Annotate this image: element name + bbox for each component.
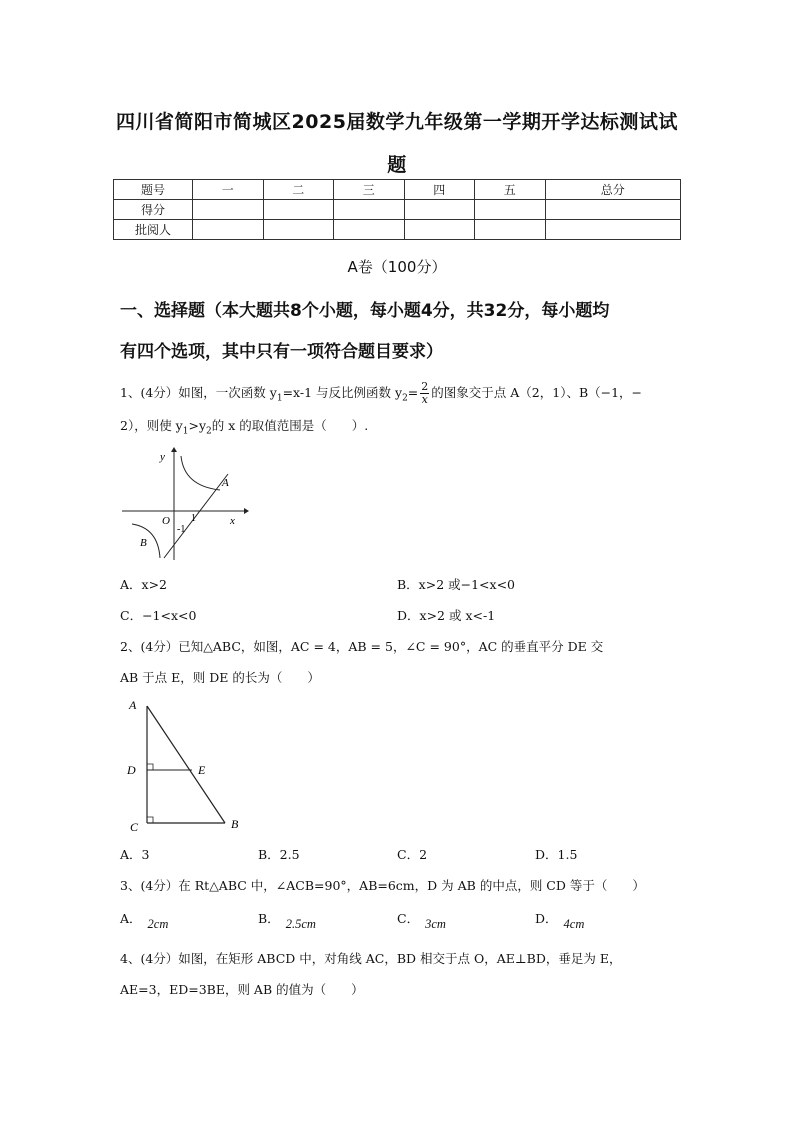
score-cell[interactable] — [334, 200, 405, 220]
section-heading-line1: 一、选择题（本大题共8个小题，每小题4分，共32分，每小题均 — [120, 301, 610, 321]
question-3-line1: 3、(4分）在 Rt△ABC 中，∠ACB=90°，AB=6cm，D 为 AB 的中点，则 CD 等于（ ） — [120, 878, 645, 893]
section-heading-line2: 有四个选项，其中只有一项符合题目要求） — [120, 342, 443, 362]
grader-cell[interactable] — [545, 220, 681, 240]
question-4-line1: 4、(4分）如图，在矩形 ABCD 中，对角线 AC，BD 相交于点 O，AE⊥BD，垂足为 E， — [120, 951, 622, 966]
y-axis-label: y — [160, 451, 165, 463]
score-table-header-cell: 一 — [193, 180, 264, 200]
score-table-header-cell: 五 — [475, 180, 546, 200]
right-angle-mark-c — [147, 817, 153, 823]
score-table-header-cell: 题号 — [114, 180, 193, 200]
tick-label-neg-one: -1 — [177, 524, 186, 535]
question-1-graph-figure — [118, 446, 250, 562]
score-table-header-row — [114, 180, 681, 200]
score-table-row — [114, 220, 681, 240]
q1-option-a[interactable]: A．x>2 — [120, 577, 168, 592]
grader-cell[interactable] — [404, 220, 475, 240]
q2-option-c[interactable]: C．2 — [397, 847, 428, 862]
q2-option-a[interactable]: A．3 — [120, 847, 150, 862]
question-1-line2: 2），则使 $y_1>y_2$的 x 的取值范围是（ ）. — [120, 418, 369, 437]
x-axis-label: x — [230, 515, 235, 527]
hyperbola-branch-upper — [181, 456, 220, 490]
grader-cell[interactable] — [193, 220, 264, 240]
q1-option-b[interactable]: B．x>2 或−1<x<0 — [397, 577, 516, 592]
fraction-2-over-x: $\frac{2}{x}$ — [421, 380, 429, 406]
question-2-line1: 2、(4分）已知△ABC，如图，AC = 4，AB = 5，∠C = 90°，AC 的垂直平分 DE 交 — [120, 639, 604, 654]
exam-title-line1: 四川省简阳市简城区2025届数学九年级第一学期开学达标测试试 — [116, 111, 678, 133]
point-e-label: E — [198, 763, 206, 777]
q1-option-c[interactable]: C．−1<x<0 — [120, 608, 197, 623]
vertex-a-label: A — [129, 698, 137, 712]
question-1-line1: 1、(4分）如图，一次函数 $y_1=x-1$ 与反比例函数 $y_2=$ $\frac{2}{x}$ 的图象交于点 A（2，1）、B（−1，− — [120, 380, 643, 406]
grader-cell[interactable] — [334, 220, 405, 240]
score-table-header-cell: 三 — [334, 180, 405, 200]
vertex-c-label: C — [130, 820, 139, 834]
score-row-label: 批阅人 — [114, 220, 193, 240]
score-row-label: 得分 — [114, 200, 193, 220]
score-table — [113, 179, 681, 240]
side-ab — [147, 706, 225, 823]
score-cell[interactable] — [545, 200, 681, 220]
score-cell[interactable] — [263, 200, 334, 220]
score-cell[interactable] — [475, 200, 546, 220]
score-cell[interactable] — [404, 200, 475, 220]
q3-option-b[interactable]: B． 2.5cm — [258, 911, 316, 931]
score-table-header-cell: 二 — [263, 180, 334, 200]
right-angle-mark-d — [147, 764, 153, 770]
grader-cell[interactable] — [263, 220, 334, 240]
point-a-label: A — [222, 477, 229, 489]
question-4-line2: AE=3，ED=3BE，则 AB 的值为（ ） — [120, 982, 364, 997]
score-table-header-cell: 总分 — [545, 180, 681, 200]
grader-cell[interactable] — [475, 220, 546, 240]
q2-option-d[interactable]: D．1.5 — [535, 847, 578, 862]
point-b-label: B — [140, 537, 147, 549]
q3-option-c[interactable]: C． 3cm — [397, 911, 446, 931]
tick-label-one: 1 — [191, 513, 196, 524]
volume-label: A卷（100分） — [347, 258, 447, 276]
exam-title-line2: 题 — [387, 154, 407, 176]
origin-label: O — [162, 515, 170, 527]
y-axis-arrow-icon — [171, 447, 177, 452]
vertex-b-label: B — [231, 817, 239, 831]
question-2-line2: AB 于点 E，则 DE 的长为（ ） — [120, 670, 320, 685]
question-2-triangle-figure — [122, 696, 250, 836]
q1-option-d[interactable]: D．x>2 或 x<-1 — [397, 608, 496, 623]
score-cell[interactable] — [193, 200, 264, 220]
score-table-row — [114, 200, 681, 220]
score-table-header-cell: 四 — [404, 180, 475, 200]
point-d-label: D — [127, 763, 136, 777]
q2-option-b[interactable]: B．2.5 — [258, 847, 300, 862]
q3-option-a[interactable]: A． 2cm — [120, 911, 169, 931]
x-axis-arrow-icon — [244, 508, 249, 514]
q3-option-d[interactable]: D． 4cm — [535, 911, 585, 931]
